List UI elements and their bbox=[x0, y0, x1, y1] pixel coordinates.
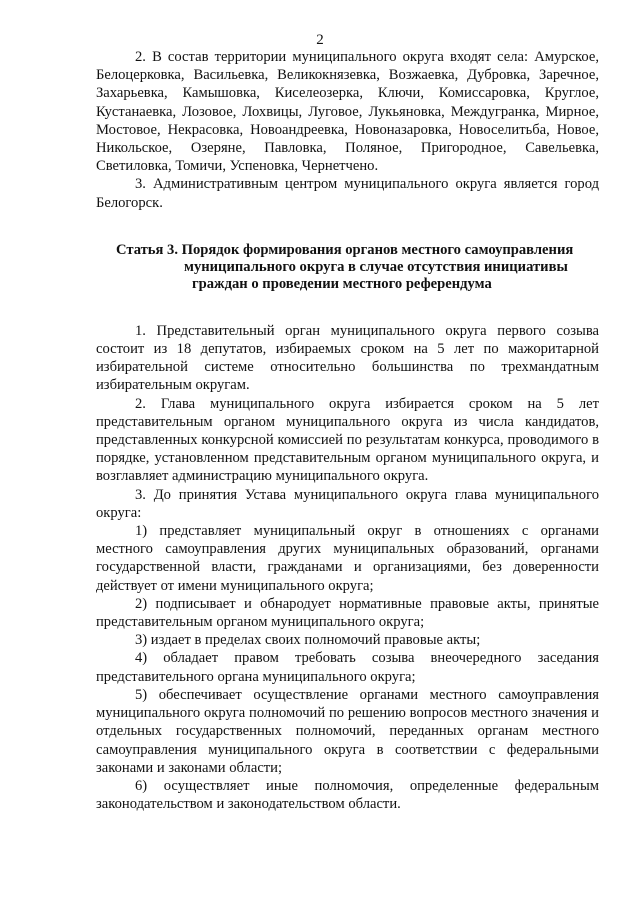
subitem-3: 3) издает в пределах своих полномочий правовые акты; bbox=[135, 632, 481, 649]
subitem-4: 4) обладает правом требовать созыва внеочередного заседания представительного органа муниципального округа; bbox=[96, 650, 599, 685]
paragraph-village-list: 2. В состав территории муниципального округа входят села: Амурское, Белоцерковка, Васильевка, Великокнязевка, Возжаевка, Дубровка, Заречное, Захарьевка, Камышовка, Киселеозерка, Ключи, Комиссаровка, Круглое, Кустанаевка, Лозовое, Лохвицы, Луговое, Лукьяновка, Междугранка, Мирное, Мостовое, Некрасовка, Новоандреевка, Новоназаровка, Новоселитьба, Новое, Никольское, Озеряне, Павловка, Поляное, Пригородное, Савельевка, Светиловка, Томичи, Успеновка, Чернетчено. bbox=[96, 49, 599, 175]
item-3: 3. До принятия Устава муниципального округа глава муниципального округа: bbox=[96, 486, 599, 521]
article-heading-line-1: Статья 3. Порядок формирования органов местного самоуправления bbox=[116, 241, 574, 258]
article-heading bbox=[96, 242, 599, 293]
paragraph-admin-center: 3. Административным центром муниципального округа является город Белогорск. bbox=[96, 176, 599, 211]
subitem-5: 5) обеспечивает осуществление органами местного самоуправления муниципального округа полномочий по решению вопросов местного значения и отдельных государственных полномочий, переданных органам местного самоуправления муниципального округа в соответствии с федеральными законами и законами области; bbox=[96, 686, 599, 776]
item-1: 1. Представительный орган муниципального округа первого созыва состоит из 18 депутатов, избираемых сроком на 5 лет по мажоритарной избирательной системе относительно большинства по трехмандатным избирательным округам. bbox=[96, 322, 599, 394]
article-heading-line-2: муниципального округа в случае отсутствия инициативы bbox=[184, 258, 568, 275]
document-body bbox=[96, 48, 599, 813]
page-number: 2 bbox=[316, 32, 324, 48]
item-2: 2. Глава муниципального округа избирается сроком на 5 лет представительным органом муниципального округа из числа кандидатов, представленных конкурсной комиссией по результатам конкурса, проводимого в порядке, установленном представительным органом муниципального округа, и возглавляет администрацию муниципального округа. bbox=[96, 395, 599, 485]
subitem-1: 1) представляет муниципальный округ в отношениях с органами местного самоуправления других муниципальных образований, органами государственной власти, гражданами и организациями, без доверенности действует от имени муниципального округа; bbox=[96, 523, 599, 594]
subitem-2: 2) подписывает и обнародует нормативные правовые акты, принятые представительным органом муниципального округа; bbox=[96, 595, 599, 631]
subitem-6: 6) осуществляет иные полномочия, определенные федеральным законодательством и законодательством области. bbox=[96, 777, 599, 813]
article-heading-line-3: граждан о проведении местного референдума bbox=[192, 275, 492, 292]
